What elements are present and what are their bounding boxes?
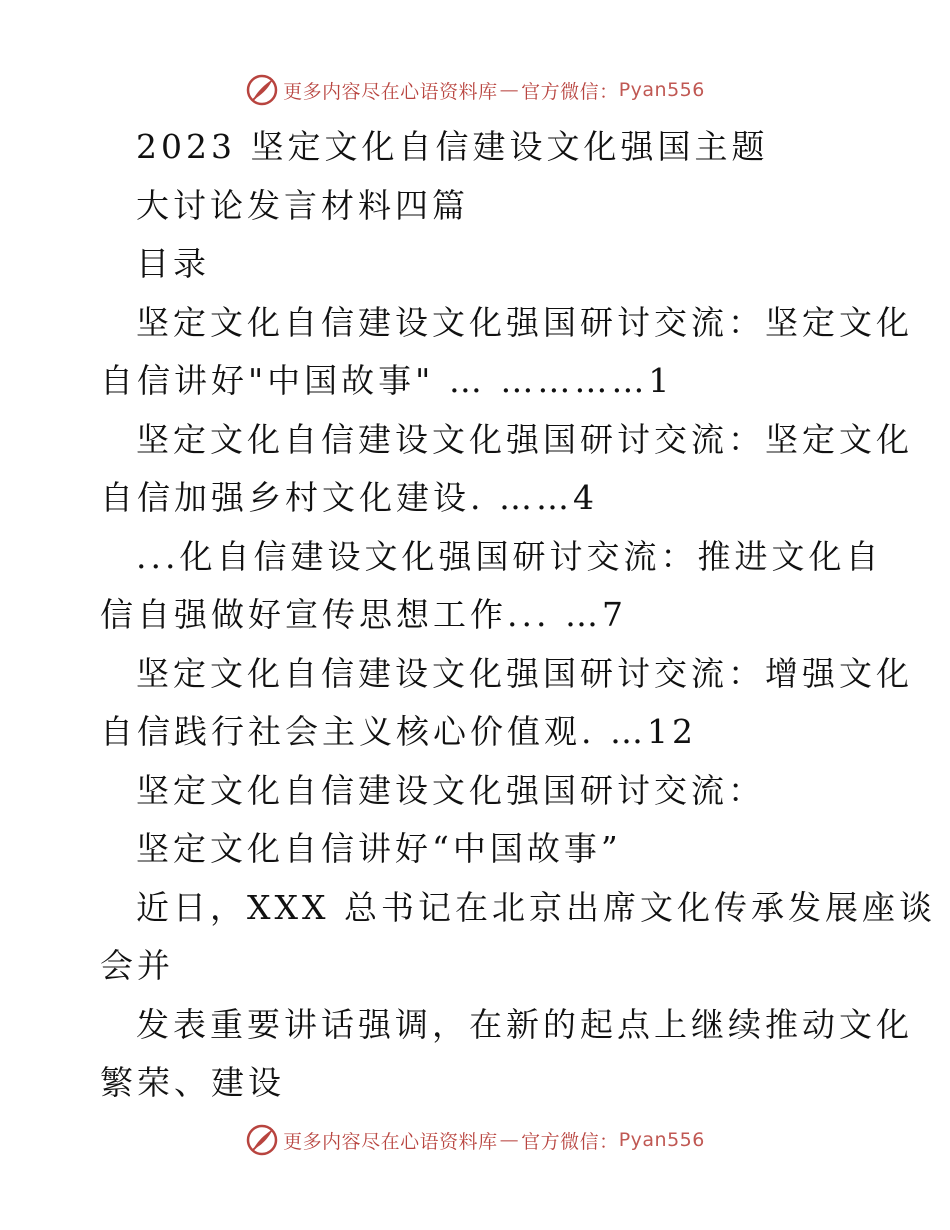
watermark-separator: —	[499, 1129, 520, 1151]
watermark-account: Pyan556	[618, 79, 705, 101]
watermark-wechat-label: 官方微信：	[521, 1130, 619, 1153]
section-heading-line-2: 坚定文化自信讲好“中国故事”	[136, 829, 622, 868]
footer-watermark	[0, 1120, 950, 1160]
quill-logo-icon	[245, 73, 279, 107]
toc-entry-2-line-1: 坚定文化自信建设文化强国研讨交流：坚定文化	[136, 419, 913, 459]
watermark-separator: —	[499, 79, 520, 101]
header-watermark	[0, 70, 950, 110]
watermark-wechat-label: 官方微信：	[521, 80, 619, 103]
watermark-text: 更多内容尽在心语资料库	[283, 1130, 498, 1153]
watermark-text: 更多内容尽在心语资料库	[283, 80, 498, 103]
watermark-account: Pyan556	[618, 1129, 705, 1151]
paragraph-2-line-2: 繁荣、建设	[100, 1063, 285, 1102]
toc-entry-4-line-1: 坚定文化自信建设文化强国研讨交流：增强文化	[136, 653, 913, 693]
toc-entry-1-line-1: 坚定文化自信建设文化强国研讨交流：坚定文化	[136, 302, 913, 342]
paragraph-1-line-1: 近日，XXX 总书记在北京出席文化传承发展座谈	[136, 887, 936, 927]
paragraph-1-line-2: 会并	[100, 946, 174, 985]
toc-heading: 目录	[136, 244, 210, 283]
paragraph-2-line-1: 发表重要讲话强调，在新的起点上继续推动文化	[136, 1004, 913, 1044]
doc-title-line-2: 大讨论发言材料四篇	[136, 185, 469, 225]
toc-entry-3-line-1: ...化自信建设文化强国研讨交流：推进文化自	[136, 536, 883, 576]
doc-title-line-1: 2023 坚定文化自信建设文化强国主题	[136, 127, 769, 166]
document-body	[100, 118, 936, 1113]
section-heading-line-1: 坚定文化自信建设文化强国研讨交流：	[136, 770, 765, 810]
toc-entry-4-line-2: 自信践行社会主义核心价值观. …12	[100, 712, 697, 751]
quill-logo-icon	[245, 1123, 279, 1157]
toc-entry-3-line-2: 信自强做好宣传思想工作... …7	[100, 595, 627, 634]
toc-entry-2-line-2: 自信加强乡村文化建设. ……4	[100, 478, 598, 517]
toc-entry-1-line-2: 自信讲好"中国故事" … …………1	[100, 361, 674, 400]
